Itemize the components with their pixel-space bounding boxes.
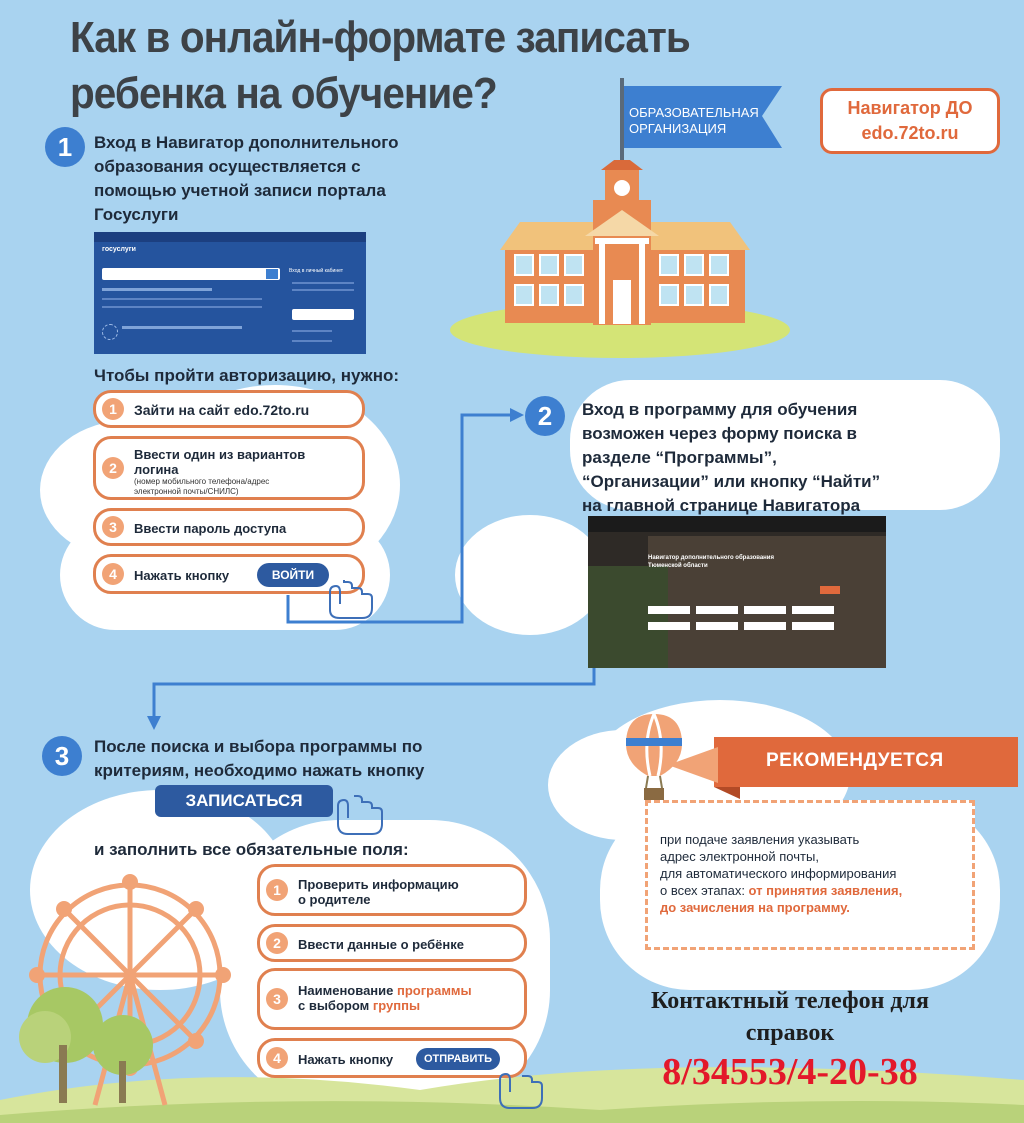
pointer-hand-icon bbox=[492, 1068, 548, 1112]
contact-block bbox=[600, 985, 980, 1095]
enroll-button[interactable]: ЗАПИСАТЬСЯ bbox=[155, 785, 333, 817]
navigator-heading: Навигатор дополнительного образования Тюменской области bbox=[648, 555, 774, 569]
recommend-box: при подаче заявления указывать адрес электронной почты, для автоматического информирования о всех этапах: от принятия заявления, до зачисления на программу. bbox=[645, 800, 975, 950]
form-step-1: 1 Проверить информацию о родителе bbox=[257, 864, 527, 916]
contact-phone: 8/34553/4-20-38 bbox=[662, 1051, 918, 1093]
contact-label: Контактный телефон для bbox=[650, 988, 929, 1014]
auth-step-4: 4 Нажать кнопку bbox=[93, 554, 365, 594]
flag-label: ОБРАЗОВАТЕЛЬНАЯ ОРГАНИЗАЦИЯ bbox=[629, 105, 759, 136]
school-building-icon bbox=[445, 160, 795, 365]
auth-heading: Чтобы пройти авторизацию, нужно: bbox=[94, 366, 400, 385]
form-step-2: 2 Ввести данные о ребёнке bbox=[257, 924, 527, 962]
recommend-banner-label: РЕКОМЕНДУЕТСЯ bbox=[766, 750, 944, 771]
gosuslugi-screenshot: госуслуги Вход в личный кабинет bbox=[94, 232, 366, 354]
page-title: Как в онлайн-формате записать ребенка на обучение? bbox=[70, 13, 690, 118]
submit-button[interactable]: ОТПРАВИТЬ bbox=[416, 1048, 500, 1070]
step-3-text: После поиска и выбора программы по критериям, необходимо нажать кнопку bbox=[94, 737, 425, 780]
auth-step-1: 1 Зайти на сайт edo.72to.ru bbox=[93, 390, 365, 428]
login-button[interactable]: ВОЙТИ bbox=[257, 563, 329, 587]
auth-step-2: 2 Ввести один из вариантов логина (номер мобильного телефона/адрес электронной почты/СНИЛС) bbox=[93, 436, 365, 500]
trees-icon bbox=[15, 975, 165, 1105]
navigator-screenshot bbox=[588, 516, 886, 668]
step-3-number: 3 bbox=[42, 736, 82, 776]
flow-arrow-2 bbox=[140, 666, 610, 736]
form-step-4: 4 Нажать кнопку bbox=[257, 1038, 527, 1078]
navigator-box: Навигатор ДО edo.72to.ru bbox=[820, 88, 1000, 154]
form-step-3: 3 Наименование программы с выбором группы bbox=[257, 968, 527, 1030]
step-1-number: 1 bbox=[45, 127, 85, 167]
step-2-number: 2 bbox=[525, 396, 565, 436]
pointer-hand-icon bbox=[330, 794, 390, 838]
gosuslugi-brand: госуслуги bbox=[102, 246, 136, 253]
contact-label-2: справок bbox=[745, 1020, 835, 1046]
site-link[interactable]: edo.72to.ru bbox=[233, 402, 310, 418]
step-2-text: Вход в программу для обучения возможен через форму поиска в разделе “Программы”, “Организации” или кнопку “Найти” на главной странице Навигатора bbox=[582, 400, 881, 515]
auth-step-3: 3 Ввести пароль доступа bbox=[93, 508, 365, 546]
fields-heading: и заполнить все обязательные поля: bbox=[94, 840, 409, 859]
step-1-text: Вход в Навигатор дополнительного образования осуществляется с помощью учетной записи портала Госуслуги bbox=[94, 133, 399, 224]
flow-arrow-1 bbox=[280, 400, 530, 630]
